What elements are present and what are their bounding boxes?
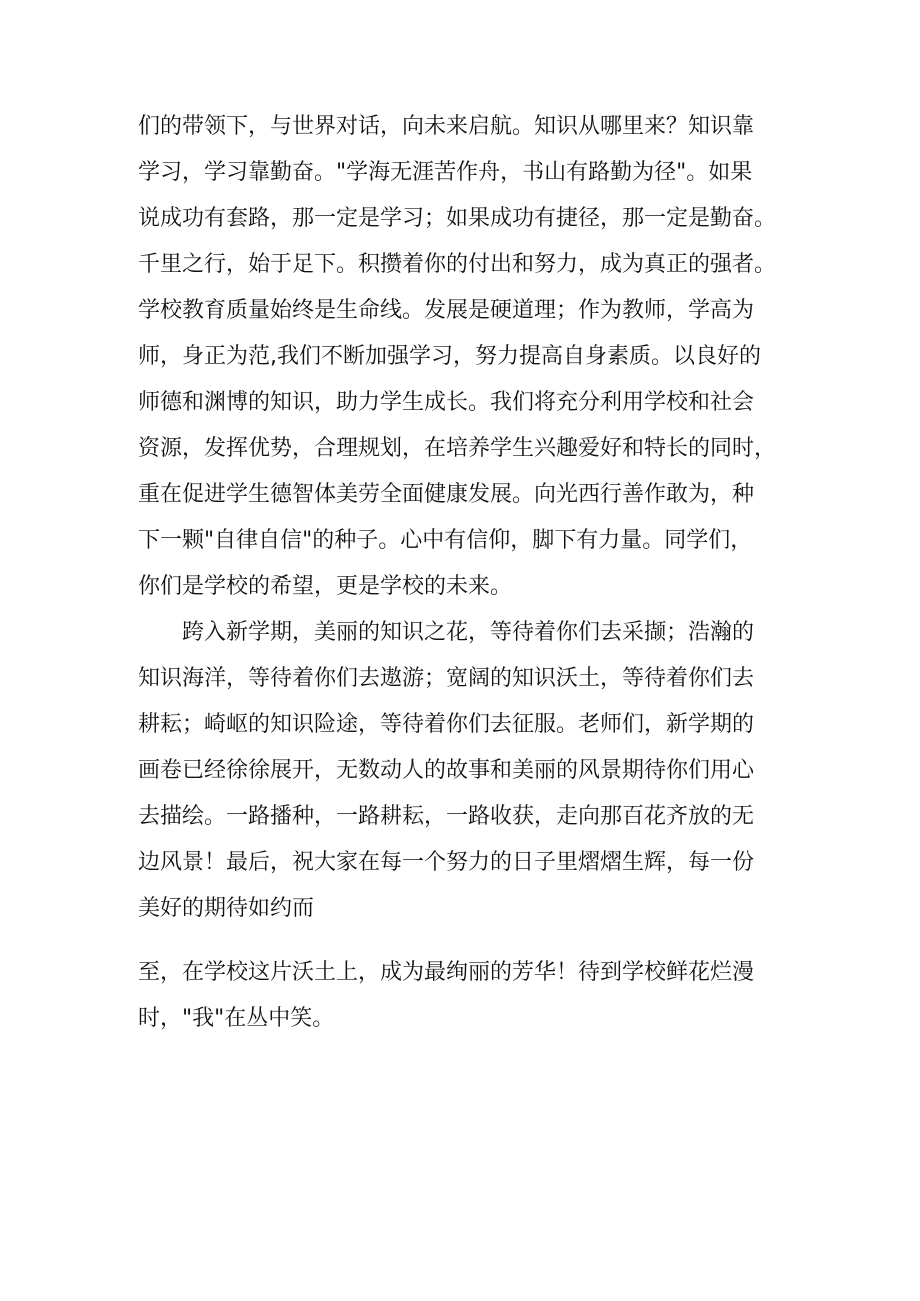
text-line: 说成功有套路，那一定是学习；如果成功有捷径，那一定是勤奋。 (138, 206, 777, 231)
paragraph (138, 104, 818, 610)
text-line: 你们是学校的希望，更是学校的未来。 (138, 574, 513, 599)
text-line: 千里之行，始于足下。积攒着你的付出和努力，成为真正的强者。 (138, 252, 777, 277)
text-line: 至，在学校这片沃土上，成为最绚丽的芳华！待到学校鲜花烂漫 (138, 960, 755, 985)
text-line: 边风景！最后，祝大家在每一个努力的日子里熠熠生辉，每一份 (138, 850, 755, 875)
document-body (138, 104, 818, 1042)
text-line: 重在促进学生德智体美劳全面健康发展。向光西行善作敢为，种 (138, 482, 755, 507)
text-line: 时，"我"在丛中笑。 (138, 1006, 335, 1031)
text-line: 们的带领下，与世界对话，向未来启航。知识从哪里来？知识靠 (138, 114, 755, 139)
text-line: 资源，发挥优势，合理规划，在培养学生兴趣爱好和特长的同时， (138, 436, 777, 461)
text-line: 画卷已经徐徐展开，无数动人的故事和美丽的风景期待你们用心 (138, 758, 755, 783)
text-line: 耕耘；崎岖的知识险途，等待着你们去征服。老师们，新学期的 (138, 712, 755, 737)
text-line: 去描绘。一路播种，一路耕耘，一路收获，走向那百花齐放的无 (138, 804, 755, 829)
text-line: 跨入新学期，美丽的知识之花，等待着你们去采撷；浩瀚的 (182, 620, 755, 645)
text-line: 学习，学习靠勤奋。"学海无涯苦作舟，书山有路勤为径"。如果 (138, 160, 753, 185)
text-line: 学校教育质量始终是生命线。发展是硬道理；作为教师，学高为 (138, 298, 755, 323)
text-line: 美好的期待如约而 (138, 896, 315, 921)
paragraph (138, 610, 818, 932)
text-line: 师，身正为范,我们不断加强学习，努力提高自身素质。以良好的 (138, 344, 761, 369)
text-line: 知识海洋，等待着你们去遨游；宽阔的知识沃土，等待着你们去 (138, 666, 755, 691)
paragraph (138, 950, 818, 1042)
text-line: 师德和渊博的知识，助力学生成长。我们将充分利用学校和社会 (138, 390, 755, 415)
text-line: 下一颗"自律自信"的种子。心中有信仰，脚下有力量。同学们， (138, 528, 753, 553)
